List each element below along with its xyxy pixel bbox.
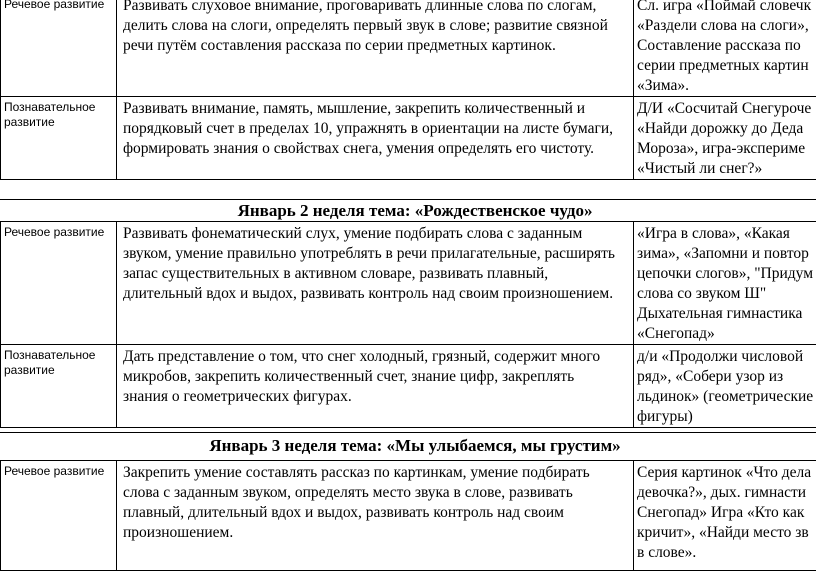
activity-cell xyxy=(634,97,816,180)
area-cell xyxy=(1,345,117,428)
goal-line: Развивать внимание, память, мышление, закрепить количественный и xyxy=(123,100,586,117)
activity-line: «Раздели слова на слоги», xyxy=(637,17,809,34)
section-divider xyxy=(0,199,816,200)
goal-line: Развивать фонематический слух, умение подбирать слова с заданным xyxy=(123,225,583,242)
activity-line: серии предметных картин xyxy=(637,57,809,74)
activity-line: льдинок» (геометрические xyxy=(637,388,814,405)
goal-line: знания о геометрических фигурах. xyxy=(123,388,352,405)
goal-cell xyxy=(117,461,634,571)
goal-line: речи путём составления рассказа по серии предметных картинок. xyxy=(123,37,556,54)
activity-line: Составление рассказа по xyxy=(637,37,801,54)
activity-line: Серия картинок «Что дела xyxy=(637,464,812,481)
goal-line: Закрепить умение составлять рассказ по картинкам, умение подбирать xyxy=(123,464,590,481)
goal-cell xyxy=(117,97,634,180)
goal-line: слова с заданным звуком, определять место звука в слове, развивать xyxy=(123,484,573,501)
activity-line: Дыхательная гимнастика xyxy=(637,305,803,322)
activity-line: Д/И «Сосчитай Снегуроче xyxy=(637,100,812,117)
week2-title: Январь 2 неделя тема: «Рождественское чудо» xyxy=(237,201,593,220)
goal-cell xyxy=(117,345,634,428)
goal-cell xyxy=(117,222,634,345)
goal-line: плавный, длительный вдох и выдох, развивать контроль над своим xyxy=(123,504,564,521)
goal-line: порядковый счет в пределах 10, упражнять в ориентации на листе бумаги, xyxy=(123,120,613,137)
goal-line: длительный вдох и выдох, развивать контроль над своим произношением. xyxy=(123,285,614,302)
activity-line: «Чистый ли снег?» xyxy=(637,160,763,177)
plan-table-week3 xyxy=(0,460,816,571)
area-label: Речевое развитие xyxy=(4,225,105,239)
activity-line: «Найди дорожку до Деда xyxy=(637,120,804,137)
activity-cell xyxy=(634,461,816,571)
area-label: развитие xyxy=(4,115,55,129)
activity-line: «Снегопад» xyxy=(637,325,715,342)
activity-line: зима», «Запомни и повтор xyxy=(637,245,809,262)
activity-line: «Зима». xyxy=(637,77,690,94)
goal-line: микробов, закрепить количественный счет, знание цифр, закреплять xyxy=(123,368,575,385)
activity-line: в слове». xyxy=(637,544,697,561)
area-cell xyxy=(1,461,117,571)
table-row xyxy=(1,97,816,180)
goal-line: делить слова на слоги, определять первый звук в слове; развитие связной xyxy=(123,17,608,34)
goal-line: звуком, умение правильно употреблять в речи прилагательные, расширять xyxy=(123,245,615,262)
goal-line: Развивать слуховое внимание, проговаривать длинные слова по слогам, xyxy=(123,0,597,14)
activity-cell xyxy=(634,345,816,428)
week3-title: Январь 3 неделя тема: «Мы улыбаемся, мы грустим» xyxy=(209,436,621,455)
area-cell xyxy=(1,222,117,345)
activity-line: слова со звуком Ш" xyxy=(637,285,767,302)
activity-line: Снегопад» Игра «Кто как xyxy=(637,504,805,521)
activity-line: Сл. игра «Поймай словечк xyxy=(637,0,812,14)
activity-line: «Игра в слова», «Какая xyxy=(637,225,790,242)
goal-line: запас существительных в активном словаре, развивать плавный, xyxy=(123,265,549,282)
section-divider xyxy=(0,432,816,433)
area-label: Речевое развитие xyxy=(4,0,105,11)
plan-table-week1 xyxy=(0,0,816,180)
area-cell xyxy=(1,97,117,180)
area-label: Речевое развитие xyxy=(4,464,105,478)
area-label: развитие xyxy=(4,363,55,377)
table-row xyxy=(1,461,816,571)
goal-line: произношением. xyxy=(123,524,234,541)
activity-line: кричит», «Найди место зв xyxy=(637,524,809,541)
activity-line: д/и «Продолжи числовой xyxy=(637,348,804,365)
table-row xyxy=(1,0,816,97)
goal-line: формировать знания о свойствах снега, умения определять его чистоту. xyxy=(123,140,595,157)
activity-cell xyxy=(634,0,816,97)
activity-line: цепочки слогов», "Придум xyxy=(637,265,814,282)
area-label: Познавательное xyxy=(4,100,96,114)
area-label: Познавательное xyxy=(4,348,96,362)
activity-cell xyxy=(634,222,816,345)
activity-line: ряд», «Собери узор из xyxy=(637,368,784,385)
activity-line: Мороза», игра-экспериме xyxy=(637,140,806,157)
activity-line: фигуры) xyxy=(637,408,693,425)
goal-line: Дать представление о том, что снег холодный, грязный, содержит много xyxy=(123,348,601,365)
area-cell xyxy=(1,0,117,97)
table-row xyxy=(1,222,816,345)
table-row xyxy=(1,345,816,428)
plan-table-week2 xyxy=(0,221,816,428)
goal-cell xyxy=(117,0,634,97)
activity-line: девочка?», дых. гимнасти xyxy=(637,484,807,501)
